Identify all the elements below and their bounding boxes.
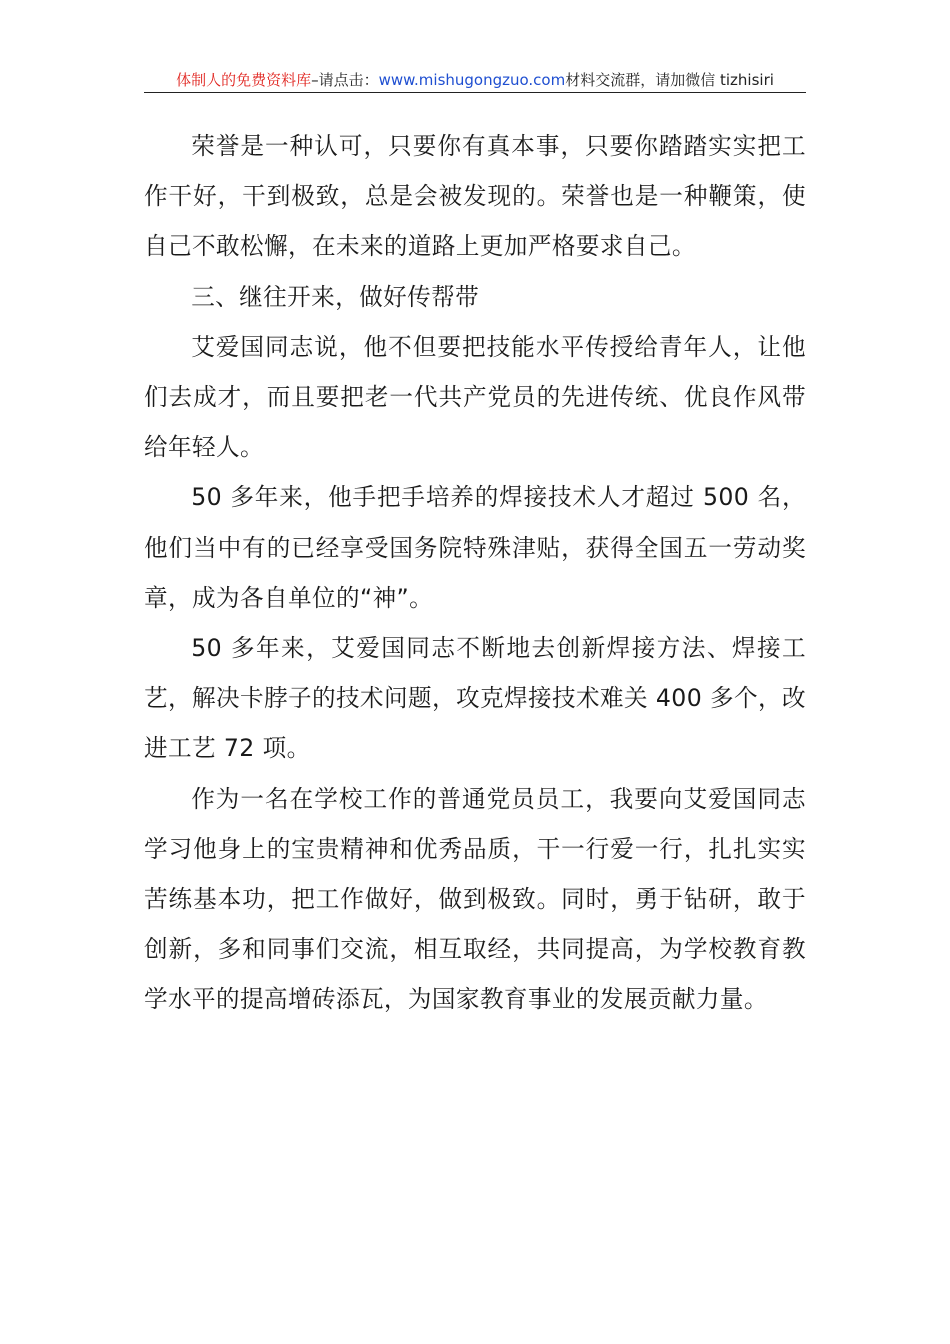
paragraph-honor: 荣誉是一种认可，只要你有真本事，只要你踏踏实实把工作干好，干到极致，总是会被发现的。荣誉也是一种鞭策，使自己不敢松懈，在未来的道路上更加严格要求自己。 bbox=[144, 132, 806, 261]
paragraph-conclusion: 作为一名在学校工作的普通党员员工，我要向艾爱国同志学习他身上的宝贵精神和优秀品质，干一行爱一行，扎扎实实苦练基本功，把工作做好，做到极致。同时，勇于钻研，敢于创新，多和同事们交流，相互取经，共同提高，为学校教育教学水平的提高增砖添瓦，为国家教育事业的发展贡献力量。 bbox=[144, 784, 806, 1014]
header-brand: 体制人的免费资料库 bbox=[176, 71, 312, 89]
header-prompt: –请点击： bbox=[311, 71, 379, 89]
body-text bbox=[144, 121, 806, 1025]
paragraph-training: 50 多年来，他手把手培养的焊接技术人才超过 500 名，他们当中有的已经享受国务院特殊津贴，获得全国五一劳动奖章，成为各自单位的“神”。 bbox=[144, 483, 806, 612]
header-suffix: 材料交流群，请加微信 tizhisiri bbox=[565, 71, 774, 89]
paragraph-innovation: 50 多年来，艾爱国同志不断地去创新焊接方法、焊接工艺，解决卡脖子的技术问题，攻克焊接技术难关 400 多个，改进工艺 72 项。 bbox=[144, 634, 806, 763]
page-header bbox=[144, 68, 806, 93]
header-url-link[interactable]: www.mishugongzuo.com bbox=[378, 71, 566, 89]
paragraph-quote: 艾爱国同志说，他不但要把技能水平传授给青年人，让他们去成才，而且要把老一代共产党员的先进传统、优良作风带给年轻人。 bbox=[144, 332, 806, 462]
section-heading-3: 三、继往开来，做好传帮带 bbox=[191, 282, 480, 311]
